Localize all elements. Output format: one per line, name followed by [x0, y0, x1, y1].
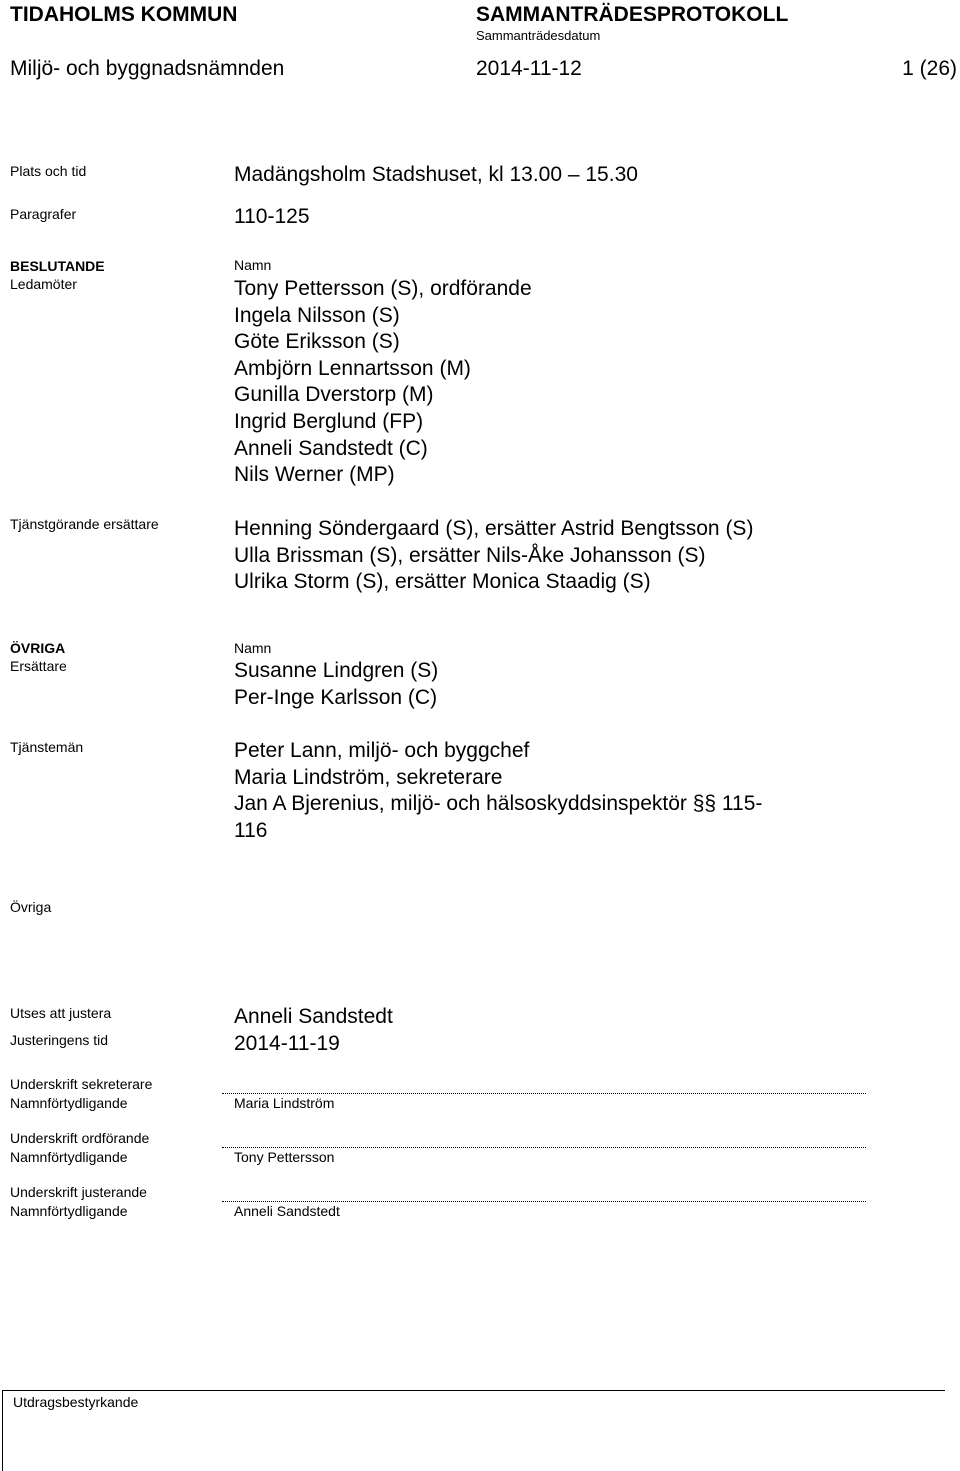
- certified-extract-label: Utdragsbestyrkande: [13, 1394, 139, 1410]
- members-label: Ledamöter: [10, 276, 77, 292]
- committee-name: Miljö- och byggnadsnämnden: [10, 57, 285, 80]
- list-item: Gunilla Dverstorp (M): [234, 383, 434, 407]
- signature-role-label: Underskrift ordförande: [10, 1130, 150, 1146]
- alternates-list: [234, 658, 438, 711]
- alternates-name-column: Namn: [234, 640, 272, 656]
- list-item: Anneli Sandstedt (C): [234, 436, 428, 460]
- alternates-label: Ersättare: [10, 658, 67, 674]
- list-item: 116: [234, 818, 268, 842]
- substitutes-list: [234, 516, 753, 596]
- list-item: Tony Pettersson (S), ordförande: [234, 277, 532, 300]
- appointed-adjuster-value: Anneli Sandstedt: [234, 1005, 393, 1028]
- members-list: [234, 276, 532, 489]
- adjustment-time-label: Justeringens tid: [10, 1032, 109, 1048]
- certified-extract-box: [2, 1390, 945, 1471]
- document-type: SAMMANTRÄDESPROTOKOLL: [476, 3, 789, 26]
- list-item: Peter Lann, miljö- och byggchef: [234, 739, 530, 762]
- name-clarification-label: Namnförtydligande: [10, 1149, 128, 1165]
- page-number: 1 (26): [902, 57, 957, 80]
- paragraphs-label: Paragrafer: [10, 206, 77, 222]
- misc-label: Övriga: [10, 899, 52, 915]
- members-name-column: Namn: [234, 257, 272, 273]
- signature-line: [222, 1201, 866, 1202]
- municipality-name: TIDAHOLMS KOMMUN: [10, 3, 238, 26]
- meeting-date: 2014-11-12: [476, 57, 582, 80]
- decision-makers-heading: BESLUTANDE: [10, 258, 105, 274]
- list-item: Ingela Nilsson (S): [234, 303, 400, 327]
- list-item: Göte Eriksson (S): [234, 330, 400, 354]
- list-item: Ulla Brissman (S), ersätter Nils-Åke Johansson (S): [234, 543, 706, 567]
- adjustment-time-value: 2014-11-19: [234, 1032, 340, 1055]
- name-clarification-label: Namnförtydligande: [10, 1203, 128, 1219]
- place-time-label: Plats och tid: [10, 163, 87, 179]
- appointed-adjuster-label: Utses att justera: [10, 1005, 112, 1021]
- signature-role-label: Underskrift justerande: [10, 1184, 147, 1200]
- signature-role-label: Underskrift sekreterare: [10, 1076, 153, 1092]
- officials-list: [234, 738, 762, 844]
- list-item: Maria Lindström, sekreterare: [234, 765, 503, 789]
- others-heading: ÖVRIGA: [10, 640, 66, 656]
- list-item: Henning Söndergaard (S), ersätter Astrid Bengtsson (S): [234, 517, 754, 540]
- signature-name: Maria Lindström: [234, 1095, 335, 1111]
- signature-line: [222, 1093, 866, 1094]
- signature-name: Tony Pettersson: [234, 1149, 335, 1165]
- list-item: Ambjörn Lennartsson (M): [234, 356, 471, 380]
- list-item: Susanne Lindgren (S): [234, 659, 439, 682]
- list-item: Ingrid Berglund (FP): [234, 409, 424, 433]
- substitutes-label: Tjänstgörande ersättare: [10, 516, 159, 532]
- place-time-value: Madängsholm Stadshuset, kl 13.00 – 15.30: [234, 163, 638, 186]
- officials-label: Tjänstemän: [10, 739, 84, 755]
- name-clarification-label: Namnförtydligande: [10, 1095, 128, 1111]
- signature-name: Anneli Sandstedt: [234, 1203, 340, 1219]
- list-item: Per-Inge Karlsson (C): [234, 685, 438, 709]
- list-item: Nils Werner (MP): [234, 463, 395, 487]
- list-item: Ulrika Storm (S), ersätter Monica Staadig (S): [234, 570, 651, 594]
- signature-line: [222, 1147, 866, 1148]
- paragraphs-value: 110-125: [234, 205, 310, 228]
- list-item: Jan A Bjerenius, miljö- och hälsoskyddsinspektör §§ 115-: [234, 792, 763, 816]
- meeting-date-label: Sammanträdesdatum: [476, 28, 601, 43]
